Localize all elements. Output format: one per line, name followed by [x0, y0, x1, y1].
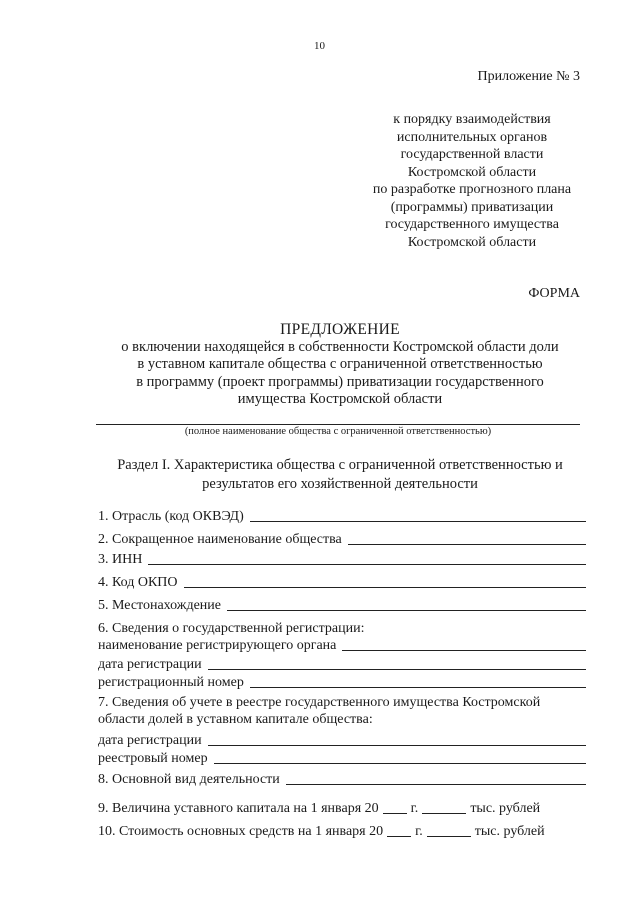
fill-line[interactable]: [342, 650, 586, 651]
fill-line[interactable]: [227, 610, 586, 611]
appendix-label: Приложение № 3: [477, 69, 580, 84]
field-registry-heading: 7. Сведения об учете в реестре государственного имущества Костромской области долей в уставном капитале общества:: [98, 695, 541, 727]
fill-line[interactable]: [286, 784, 586, 785]
title-line: в уставном капитале общества с ограниченной ответственностью: [137, 356, 543, 372]
field-industry: [98, 508, 586, 525]
field-registration-number: [98, 674, 586, 691]
title-line: о включении находящейся в собственности Костромской области доли: [121, 338, 559, 355]
order-line: Костромской области: [407, 164, 537, 180]
field-registration-authority: [98, 637, 586, 654]
field-short-name: [98, 531, 586, 548]
year-suffix: г.: [410, 801, 419, 816]
field-label: 2. Сокращенное наименование общества: [98, 532, 342, 547]
field-label: 1. Отрасль (код ОКВЭД): [98, 509, 244, 524]
field-label: 6. Сведения о государственной регистрации:: [98, 621, 365, 636]
order-line: государственной власти: [400, 147, 544, 162]
order-line: Костромской области: [407, 234, 537, 250]
value-fill-line[interactable]: [422, 813, 466, 814]
document-title: [70, 321, 610, 409]
order-line: к порядку взаимодействия: [393, 112, 551, 127]
field-label: 5. Местонахождение: [98, 598, 222, 613]
year-fill-line[interactable]: [387, 836, 411, 837]
company-name-caption: (полное наименование общества с ограниченной ответственностью): [184, 426, 492, 437]
field-main-activity: [98, 771, 586, 788]
fill-line[interactable]: [348, 544, 586, 545]
field-label: реестровый номер: [98, 751, 208, 766]
form-label: ФОРМА: [528, 286, 580, 301]
section-title: Раздел I. Характеристика общества с ограниченной ответственностью и результатов его хозяйственной деятельности: [117, 457, 563, 492]
field-location: [98, 597, 586, 614]
fill-line[interactable]: [208, 745, 586, 746]
unit-label: тыс. рублей: [470, 801, 541, 816]
field-label: 3. ИНН: [98, 552, 143, 567]
title-line: в программу (проект программы) приватизации государственного: [136, 373, 544, 390]
field-label: 8. Основной вид деятельности: [98, 772, 280, 787]
title-heading: ПРЕДЛОЖЕНИЕ: [280, 321, 400, 338]
appendix-order-reference: [340, 111, 604, 251]
field-registration-heading: [98, 620, 586, 637]
unit-label: тыс. рублей: [474, 824, 545, 839]
field-label: дата регистрации: [98, 657, 202, 672]
field-registration-date: [98, 656, 586, 673]
fill-line[interactable]: [214, 763, 586, 764]
fill-line[interactable]: [184, 587, 586, 588]
year-fill-line[interactable]: [383, 813, 407, 814]
field-label: 9. Величина уставного капитала на 1 января 20: [98, 801, 379, 816]
fill-line[interactable]: [208, 669, 586, 670]
field-fixed-assets: [98, 823, 586, 840]
order-line: государственного имущества: [385, 217, 559, 232]
field-label: 4. Код ОКПО: [98, 575, 178, 590]
field-label: дата регистрации: [98, 733, 202, 748]
year-suffix: г.: [415, 824, 423, 839]
page-number: 10: [314, 40, 325, 52]
order-line: (программы) приватизации: [390, 199, 554, 215]
field-label: 10. Стоимость основных средств на 1 января 20: [98, 824, 384, 839]
fill-line[interactable]: [250, 521, 586, 522]
field-authorized-capital: [98, 800, 586, 817]
field-registry-date: [98, 732, 586, 749]
field-registry-number: [98, 750, 586, 767]
value-fill-line[interactable]: [427, 836, 471, 837]
order-line: по разработке прогнозного плана: [372, 182, 572, 197]
field-label: регистрационный номер: [98, 675, 244, 690]
field-okpo: [98, 574, 586, 591]
fill-line[interactable]: [148, 564, 586, 565]
fill-line[interactable]: [250, 687, 586, 688]
order-line: исполнительных органов: [396, 129, 548, 145]
field-label: наименование регистрирующего органа: [98, 638, 337, 653]
company-name-line[interactable]: [96, 424, 580, 425]
field-inn: [98, 551, 586, 568]
title-line: имущества Костромской области: [237, 391, 443, 407]
